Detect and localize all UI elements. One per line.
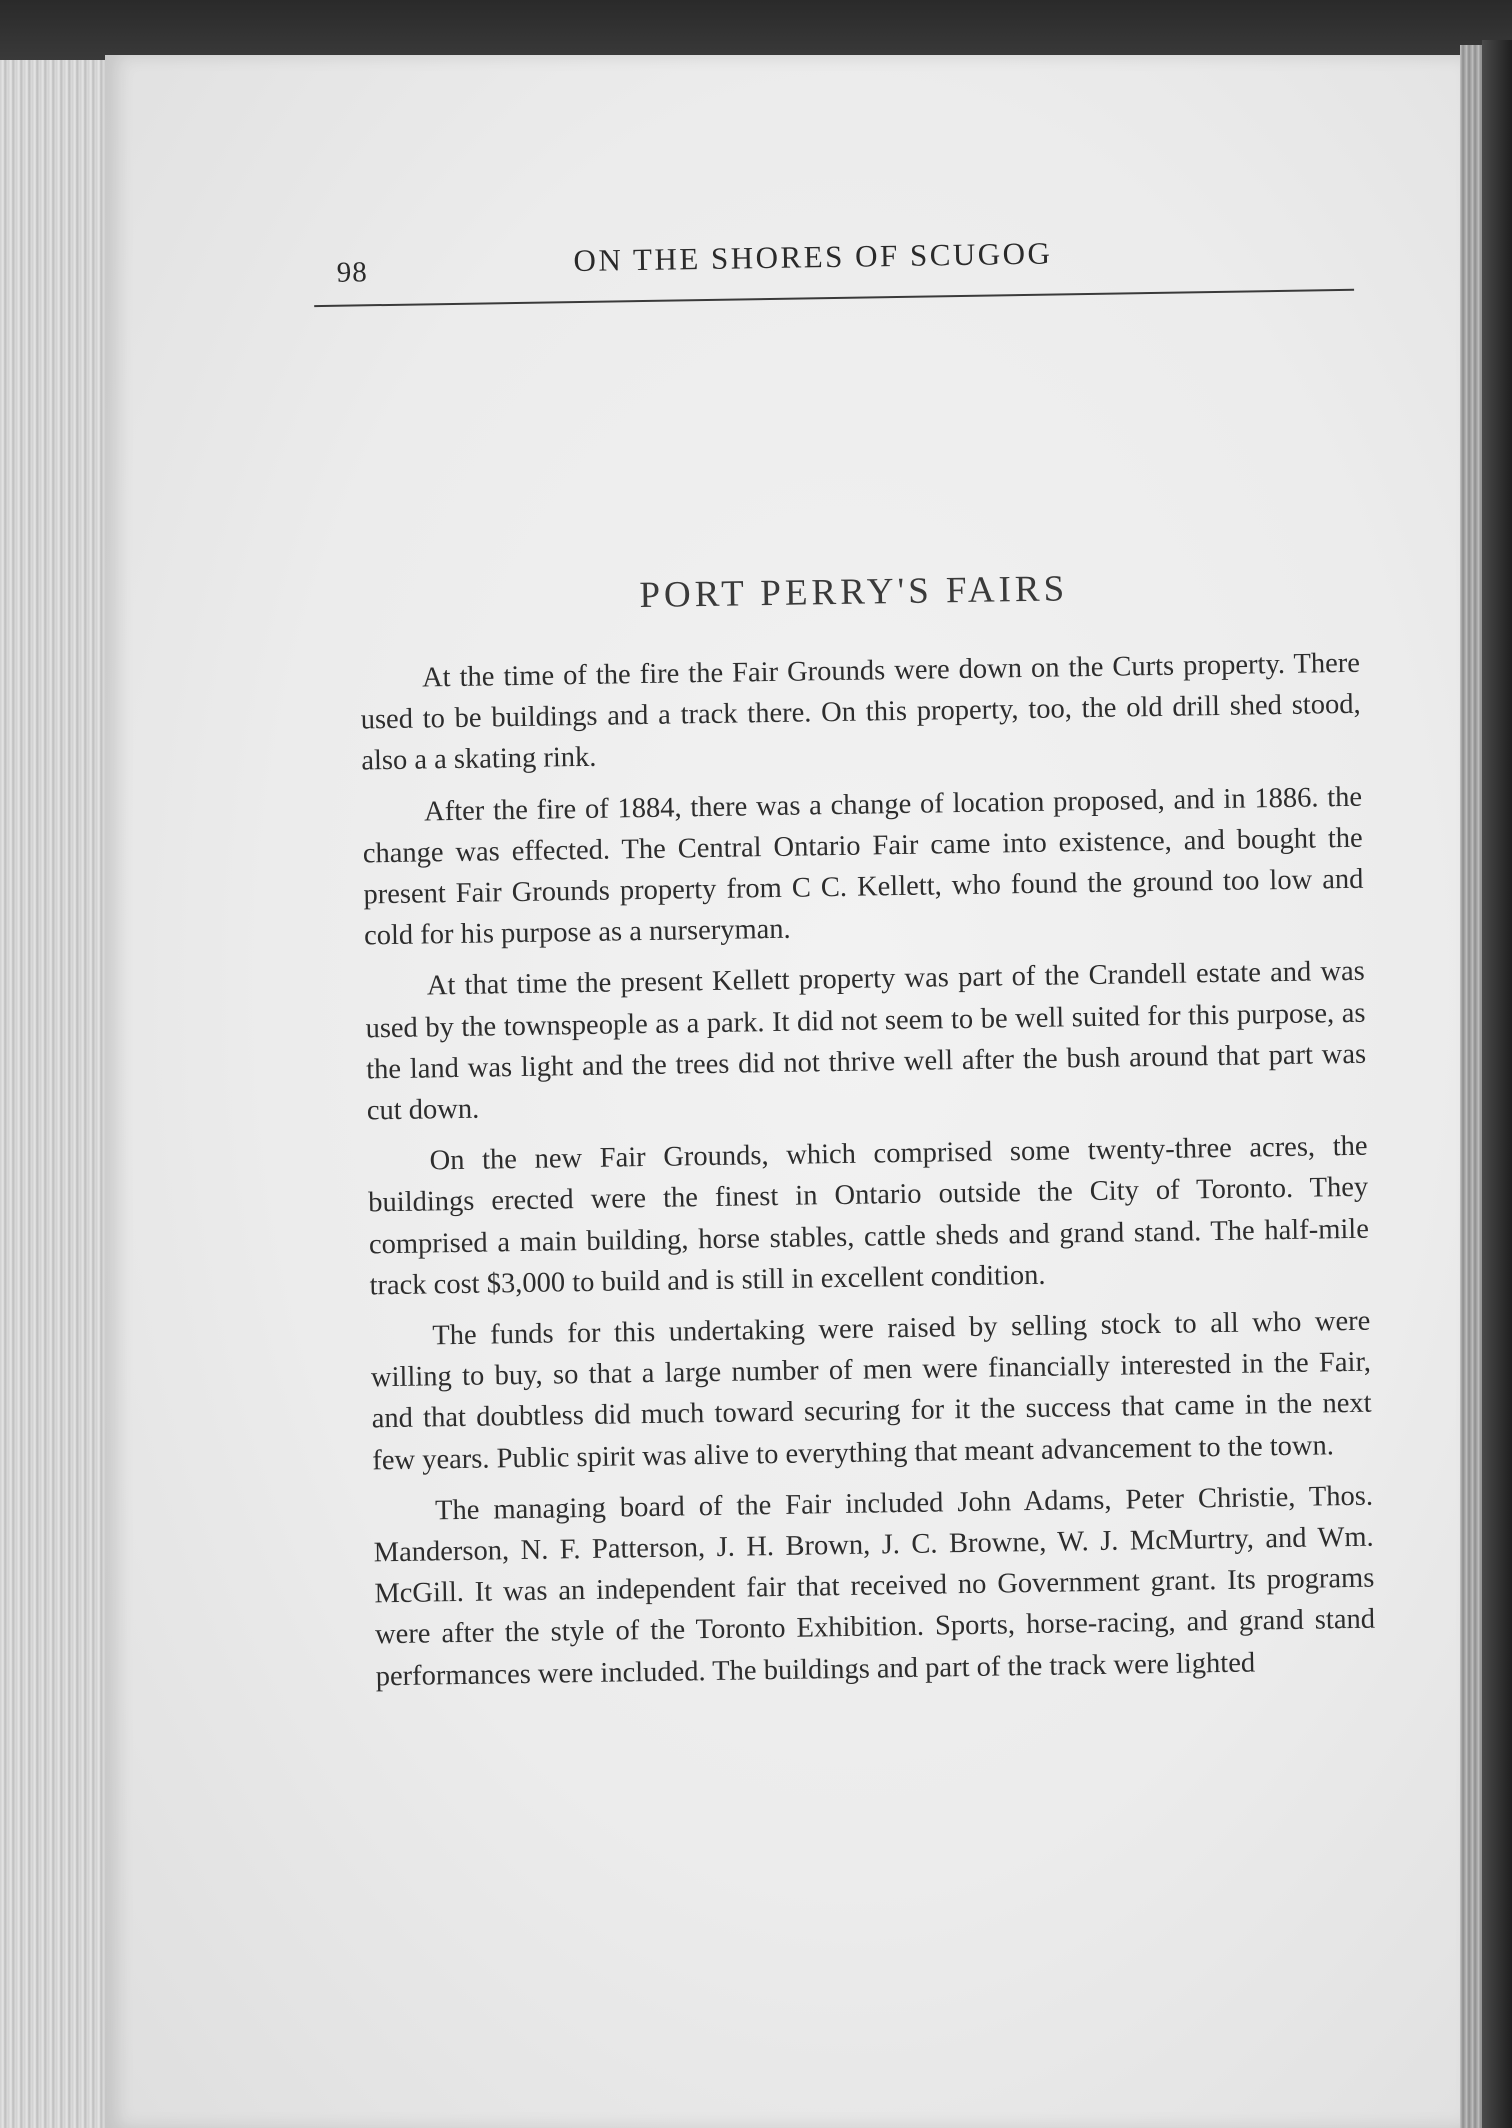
- paragraph: The funds for this undertaking were raised by selling stock to all who were willing to buy, so that a large number of men were financially interested in the Fair, and that doubtless did much toward securing for it the success that came in the next few years. Public spirit was alive to everything that meant advancement to the town.: [370, 1305, 1372, 1477]
- paragraph: On the new Fair Grounds, which comprised some twenty-three acres, the buildings erected were the finest in Ontario outside the City of Toronto. They comprised a main building, horse stables, cattle sheds and grand stand. The half-mile track cost $3,000 to build and is still in excellent condition.: [368, 1130, 1370, 1302]
- page-number: 98: [336, 256, 368, 289]
- chapter-title: PORT PERRY'S FAIRS: [639, 568, 1069, 617]
- right-page-edges: [1460, 45, 1482, 2128]
- paragraph: At the time of the fire the Fair Grounds were down on the Curts property. There used to be buildings and a track there. On this property, too, the old drill shed stood, also a a skating rink.: [360, 647, 1361, 777]
- paragraph: The managing board of the Fair included John Adams, Peter Christie, Thos. Manderson, N. F. Patterson, J. H. Brown, J. C. Browne, W. J. McMurtry, and Wm. McGill. It was an independent fair that received no Government grant. Its programs were after the style of the Toronto Exhibition. Sports, horse-racing, and grand stand performances were included. The buildings and part of the track were lighted: [373, 1480, 1376, 1692]
- book-cover-edge: [1482, 40, 1512, 2128]
- paragraph: After the fire of 1884, there was a change of location proposed, and in 1886. the change was effected. The Central Ontario Fair came into existence, and bought the present Fair Grounds property from C C. Kellett, who found the ground too low and cold for his purpose as a nurseryman.: [362, 781, 1364, 952]
- paragraph: At that time the present Kellett property was part of the Crandell estate and was used by the townspeople as a park. It did not seem to be well suited for this purpose, as the land was light and the trees did not thrive well after the bush around that part was cut down.: [365, 956, 1367, 1127]
- body-text: [360, 643, 1376, 1707]
- running-title: ON THE SHORES OF SCUGOG: [573, 235, 1053, 279]
